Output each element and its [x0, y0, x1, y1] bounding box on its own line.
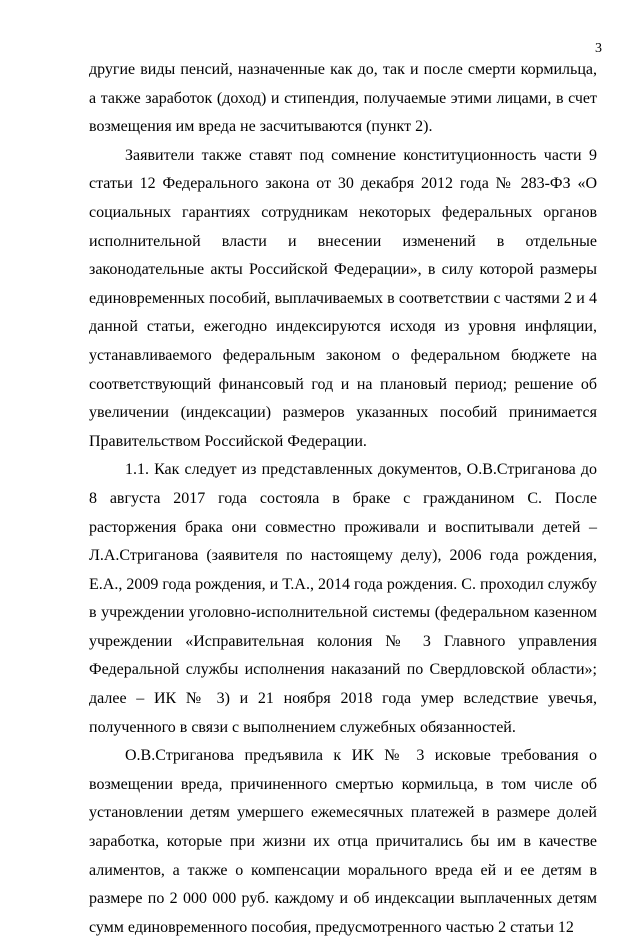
paragraph-1: другие виды пенсий, назначенные как до, так и после смерти кормильца, а также заработок (доход) и стипендия, получаемые этими лицами, в счет возмещения им вреда не засчитываются (пункт 2). [89, 61, 597, 136]
paragraph-4: О.В.Стриганова предъявила к ИК № 3 исковые требования о возмещении вреда, причиненного смертью кормильца, в том числе об установлении детям умершего ежемесячных платежей в размере долей заработка, которые при жизни их отца причитались бы им в качестве алиментов, а также о компенсации морального вреда ей и ее детям в размере по 2 000 000 руб. каждому и об индексации выплаченных детям сумм единовременного пособия, предусмотренного частью 2 статьи 12 [89, 747, 597, 936]
document-body [89, 56, 597, 942]
paragraph-3: 1.1. Как следует из представленных документов, О.В.Стриганова до 8 августа 2017 года состояла в браке с гражданином С. После расторжения брака они совместно проживали и воспитывали детей – Л.А.Стриганова (заявителя по настоящему делу), 2006 года рождения, Е.А., 2009 года рождения, и Т.А., 2014 года рождения. С. проходил службу в учреждении уголовно-исполнительной системы (федеральном казенном учреждении «Исправительная колония № 3 Главного управления Федеральной службы исполнения наказаний по Свердловской области»; далее – ИК № 3) и 21 ноября 2018 года умер вследствие увечья, полученного в связи с выполнением служебных обязанностей. [89, 461, 597, 736]
paragraph-2: Заявители также ставят под сомнение конституционность части 9 статьи 12 Федерального закона от 30 декабря 2012 года № 283-ФЗ «О социальных гарантиях сотрудникам некоторых федеральных органов исполнительной власти и внесении изменений в отдельные законодательные акты Российской Федерации», в силу которой размеры единовременных пособий, выплачиваемых в соответствии с частями 2 и 4 данной статьи, ежегодно индексируются исходя из уровня инфляции, устанавливаемого федеральным законом о федеральном бюджете на соответствующий финансовый год и на плановый период; решение об увеличении (индексации) размеров указанных пособий принимается Правительством Российской Федерации. [89, 146, 597, 450]
page-number: 3 [595, 41, 602, 56]
